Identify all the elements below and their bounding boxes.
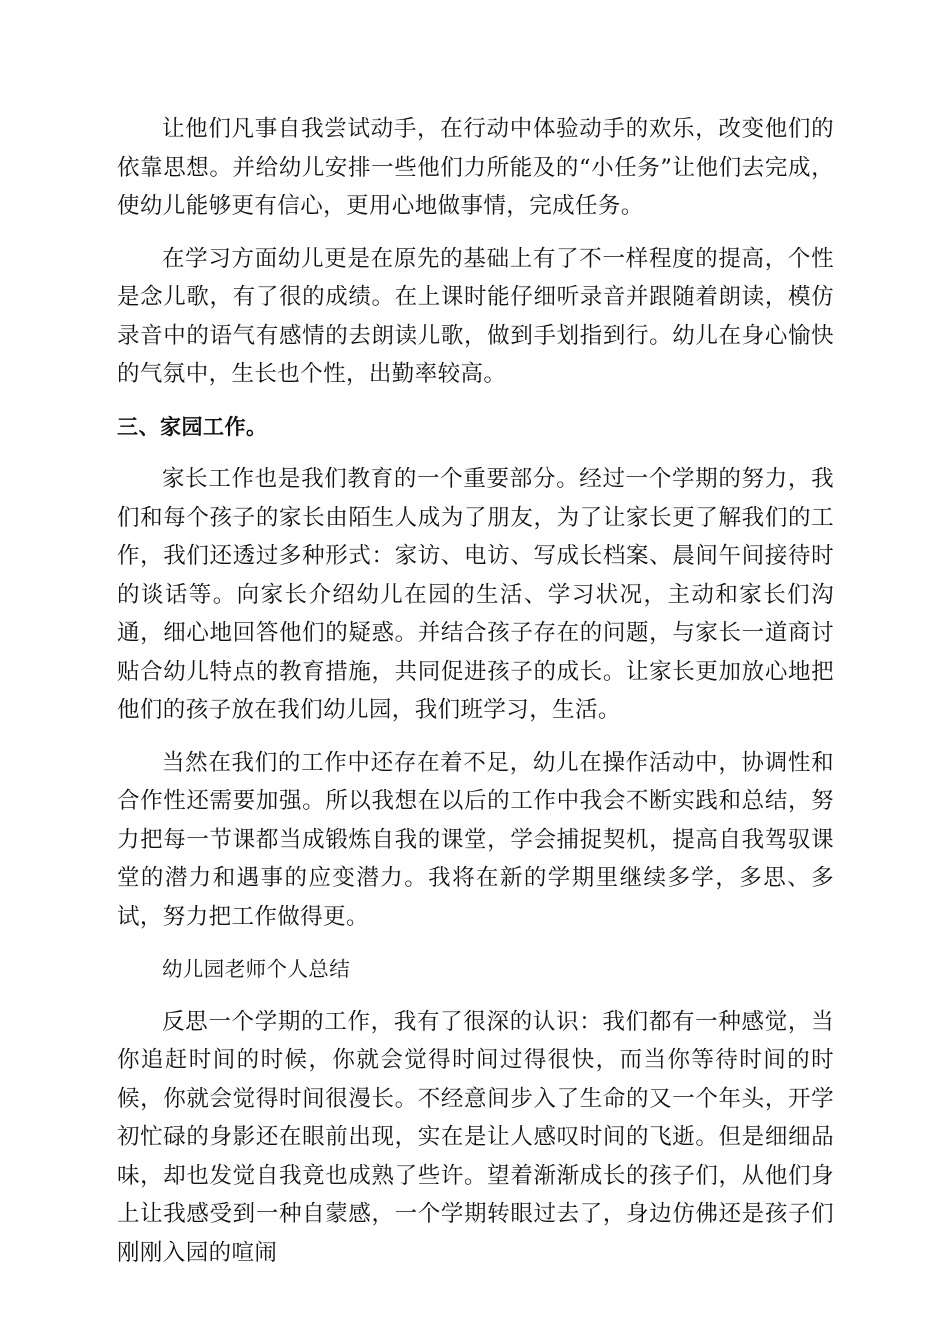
paragraph-3: 家长工作也是我们教育的一个重要部分。经过一个学期的努力，我们和每个孩子的家长由陌生人成为了朋友，为了让家长更了解我们的工作，我们还透过多种形式：家访、电访、写成长档案、晨间午间接待时的谈话等。向家长介绍幼儿在园的生活、学习状况，主动和家长们沟通，细心地回答他们的疑惑。并结合孩子存在的问题，与家长一道商讨贴合幼儿特点的教育措施，共同促进孩子的成长。让家长更加放心地把他们的孩子放在我们幼儿园，我们班学习，生活。 <box>117 466 834 723</box>
paragraph-4: 当然在我们的工作中还存在着不足，幼儿在操作活动中，协调性和合作性还需要加强。所以我想在以后的工作中我会不断实践和总结，努力把每一节课都当成锻炼自我的课堂，学会捕捉契机，提高自我驾驭课堂的潜力和遇事的应变潜力。我将在新的学期里继续多学，多思、多试，努力把工作做得更。 <box>117 749 834 930</box>
section-heading-home-school: 三、家园工作。 <box>117 414 268 439</box>
paragraph-5: 反思一个学期的工作，我有了很深的认识：我们都有一种感觉，当你追赶时间的时候，你就会觉得时间过得很快，而当你等待时间的时候，你就会觉得时间很漫长。不经意间步入了生命的又一个年头，开学初忙碌的身影还在眼前出现，实在是让人感叹时间的飞逝。但是细细品味，却也发觉自我竟也成熟了些许。望着渐渐成长的孩子们，从他们身上让我感受到一种自蒙感，一个学期转眼过去了，身边仿佛还是孩子们刚刚入园的喧闹 <box>117 1008 834 1266</box>
document-body <box>117 110 834 1286</box>
document-subtitle: 幼儿园老师个人总结 <box>162 957 351 981</box>
paragraph-2: 在学习方面幼儿更是在原先的基础上有了不一样程度的提高，个性是念儿歌，有了很的成绩。在上课时能仔细听录音并跟随着朗读，模仿录音中的语气有感情的去朗读儿歌，做到手划指到行。幼儿在身心愉快的气氛中，生长也个性，出勤率较高。 <box>117 245 834 387</box>
paragraph-1: 让他们凡事自我尝试动手，在行动中体验动手的欢乐，改变他们的依靠思想。并给幼儿安排一些他们力所能及的“小任务”让他们去完成，使幼儿能够更有信心，更用心地做事情，完成任务。 <box>117 116 834 219</box>
